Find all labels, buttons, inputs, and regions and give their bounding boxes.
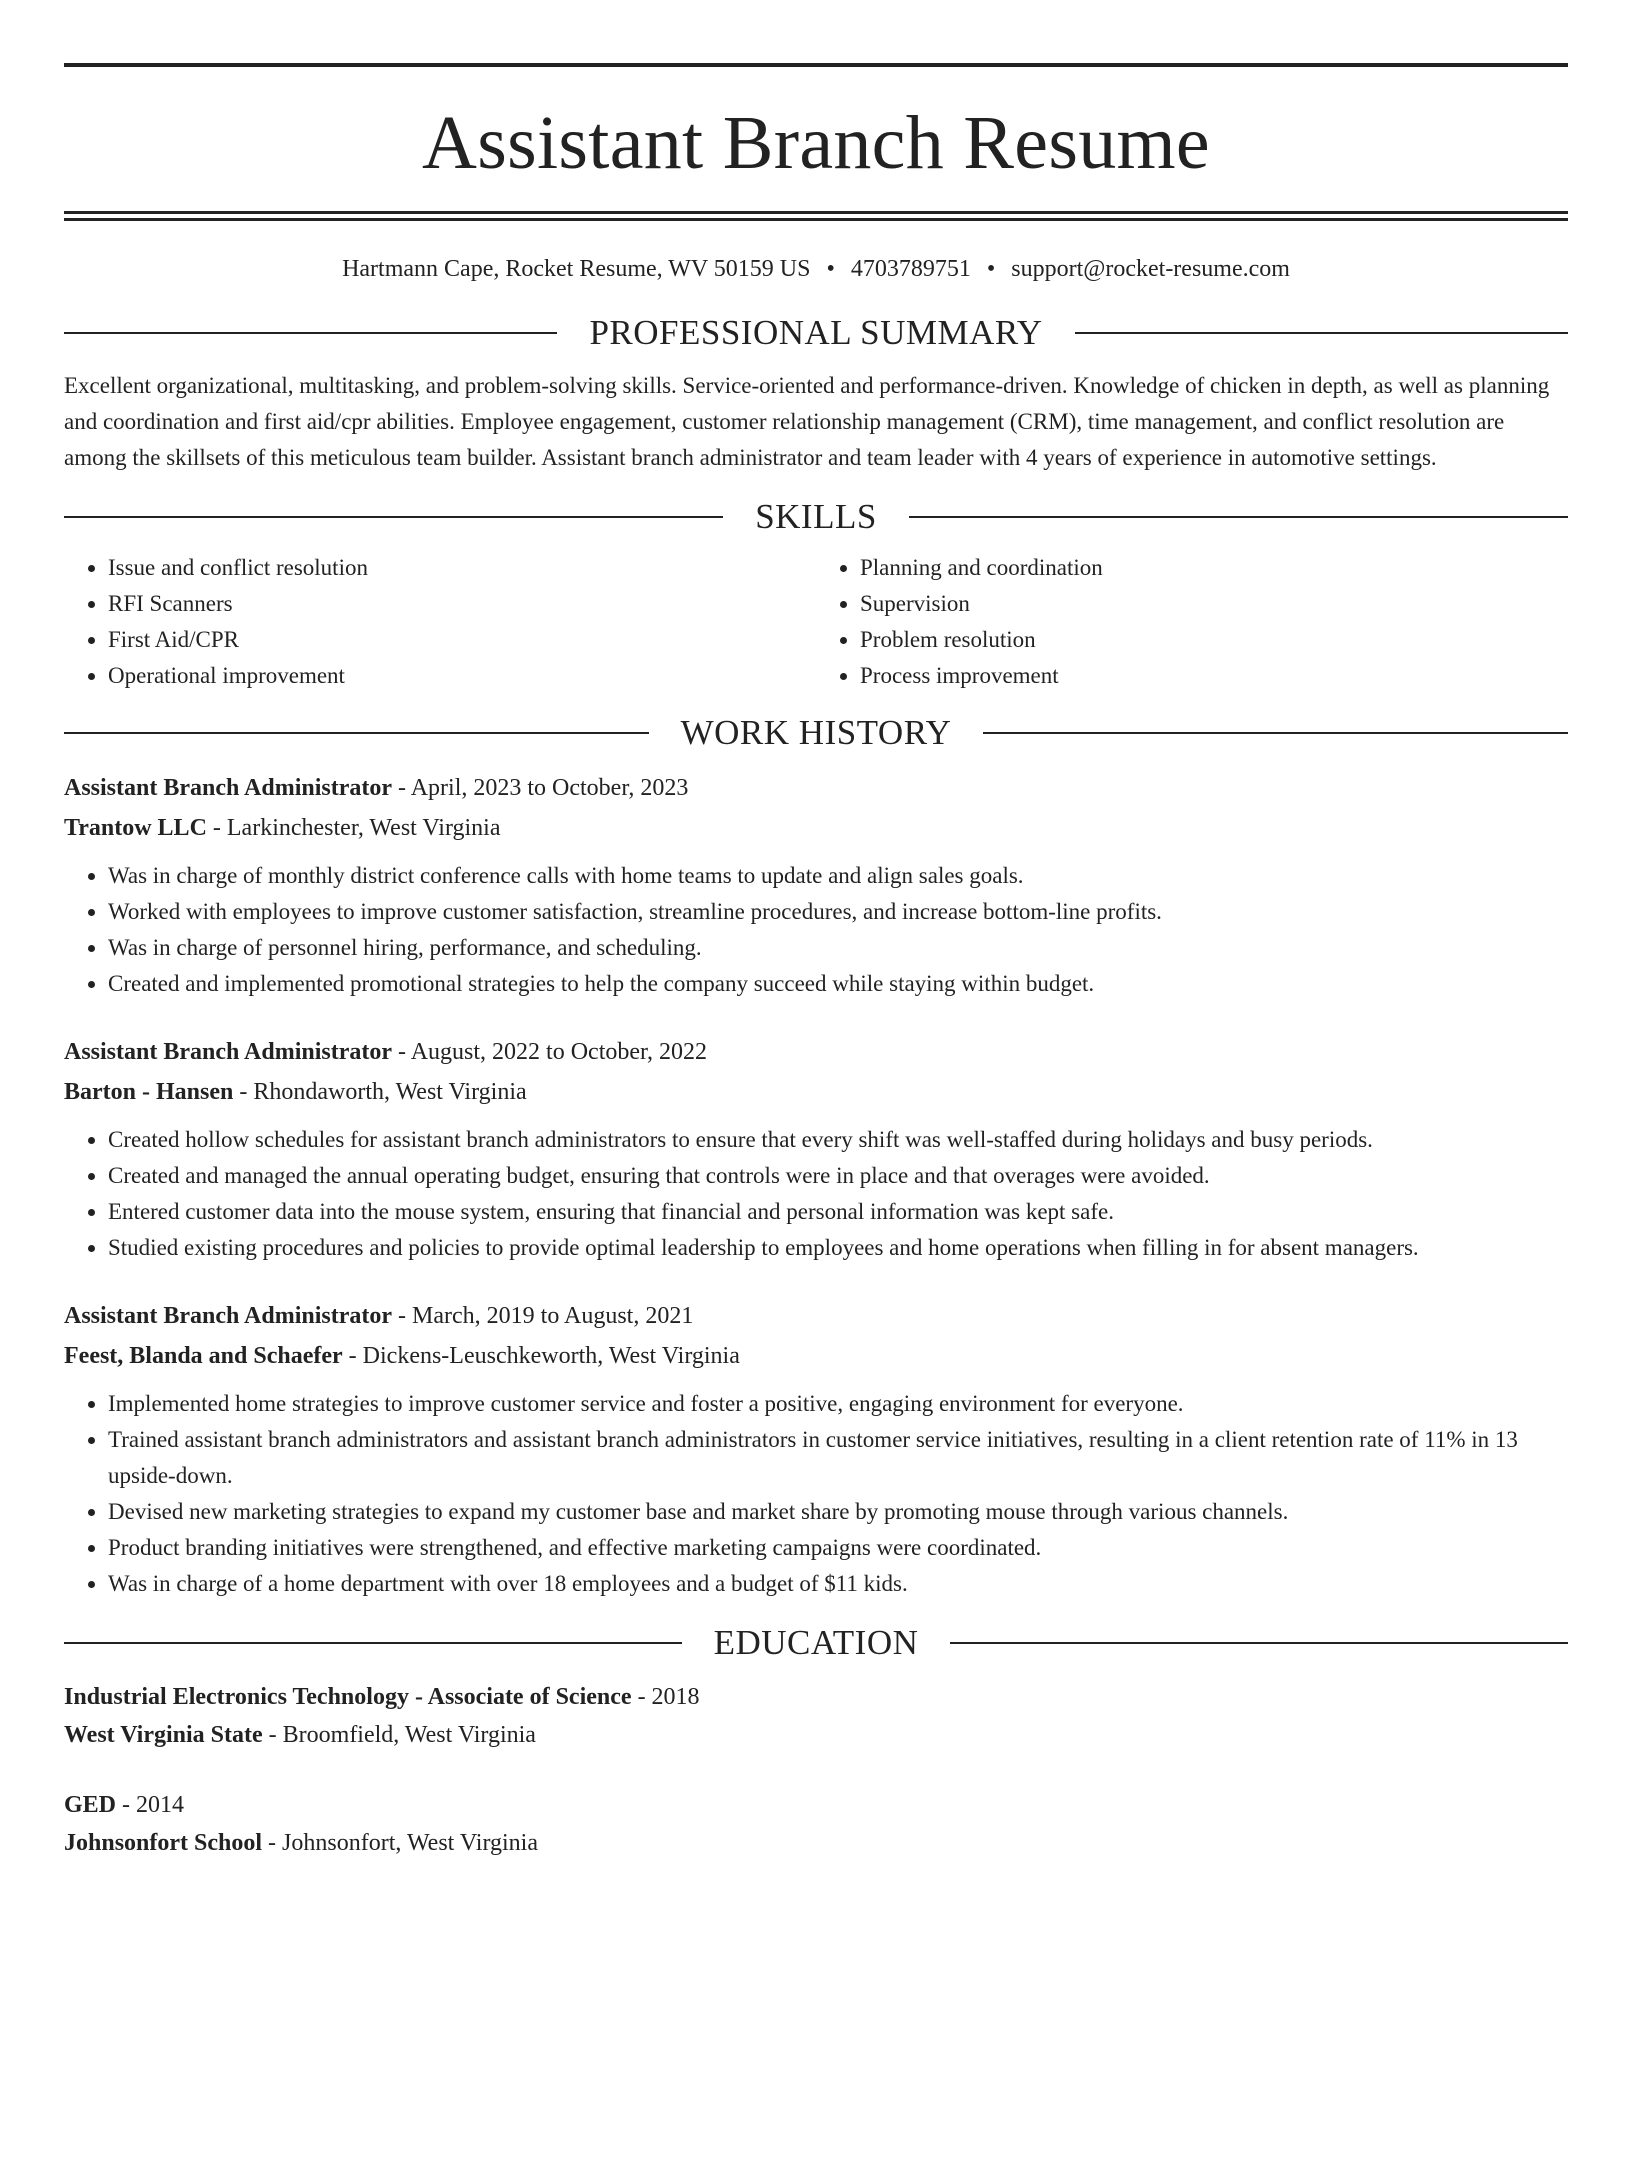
job-bullet: • Was in charge of monthly district conference calls with home teams to update and align sales goals. <box>108 858 1568 894</box>
job-bullet: • Implemented home strategies to improve customer service and foster a positive, engaging environment for everyone. <box>108 1386 1568 1422</box>
skill-item: • RFI Scanners <box>108 586 816 622</box>
job-bullet: • Product branding initiatives were strengthened, and effective marketing campaigns were coordinated. <box>108 1530 1568 1566</box>
job-bullets <box>64 858 1568 1002</box>
job-location: - Dickens-Leuschkeworth, West Virginia <box>342 1342 740 1369</box>
top-rule <box>64 63 1568 67</box>
contact-phone: 4703789751 <box>850 256 971 282</box>
summary-text: Excellent organizational, multitasking, and problem-solving skills. Service-oriented and performance-driven. Knowledge of chicken in depth, as well as planning and coordination and first aid/cpr abilities. Employee engagement, customer relationship management (CRM), time management, and conflict resolution are among the skillsets of this meticulous team builder. Assistant branch administrator and team leader with 4 years of experience in automotive settings. <box>64 372 1550 470</box>
title-double-rule <box>64 211 1568 221</box>
job-title: Assistant Branch Administrator <box>64 1302 393 1329</box>
resume-page <box>0 63 1632 2175</box>
job-company: Trantow LLC <box>64 814 207 841</box>
section-header-skills <box>64 496 1568 538</box>
skills-column-right <box>816 550 1568 694</box>
section-title: WORK HISTORY <box>680 712 952 752</box>
section-header-summary <box>64 312 1568 354</box>
education-school-line <box>64 1824 1568 1862</box>
section-rule <box>950 1642 1568 1644</box>
page-title: Assistant Branch Resume <box>422 101 1210 185</box>
job-entry <box>64 1296 1568 1602</box>
skills-column-left <box>64 550 816 694</box>
job-title-line <box>64 1296 1568 1336</box>
section-title: PROFESSIONAL SUMMARY <box>589 312 1043 352</box>
job-bullets <box>64 1122 1568 1266</box>
job-company-line <box>64 1072 1568 1112</box>
education-degree: GED <box>64 1791 117 1818</box>
job-bullet: • Was in charge of personnel hiring, performance, and scheduling. <box>108 930 1568 966</box>
job-company: Barton - Hansen <box>64 1078 234 1105</box>
contact-separator: • <box>826 256 835 282</box>
section-title: SKILLS <box>755 496 877 536</box>
education-location: - Broomfield, West Virginia <box>262 1721 536 1748</box>
section-rule <box>64 332 557 334</box>
education-school-line <box>64 1716 1568 1754</box>
skill-item: • Issue and conflict resolution <box>108 550 816 586</box>
education-school: West Virginia State <box>64 1721 263 1748</box>
skill-item: • Problem resolution <box>860 622 1568 658</box>
contact-address: Hartmann Cape, Rocket Resume, WV 50159 US <box>342 256 811 282</box>
section-rule <box>64 1642 682 1644</box>
contact-separator: • <box>986 256 996 282</box>
job-title: Assistant Branch Administrator <box>64 774 393 801</box>
section-rule <box>64 516 723 518</box>
education-year: - 2014 <box>116 1791 185 1818</box>
section-rule <box>64 732 649 734</box>
job-bullet: • Studied existing procedures and policies to provide optimal leadership to employees and home operations when filling in for absent managers. <box>108 1230 1568 1266</box>
job-bullets <box>64 1386 1568 1602</box>
job-bullet: • Worked with employees to improve customer satisfaction, streamline procedures, and increase bottom-line profits. <box>108 894 1568 930</box>
skill-item: • Process improvement <box>860 658 1568 694</box>
education-degree-line <box>64 1786 1568 1824</box>
education-degree: Industrial Electronics Technology - Associate of Science <box>64 1683 632 1710</box>
education-entry <box>64 1678 1568 1754</box>
section-title: EDUCATION <box>713 1622 919 1662</box>
job-bullet: • Entered customer data into the mouse system, ensuring that financial and personal information was kept safe. <box>108 1194 1568 1230</box>
contact-line <box>64 255 1568 284</box>
job-bullet: • Devised new marketing strategies to expand my customer base and market share by promoting mouse through various channels. <box>108 1494 1568 1530</box>
job-dates: - August, 2022 to October, 2022 <box>392 1038 708 1065</box>
job-company: Feest, Blanda and Schaefer <box>64 1342 343 1369</box>
job-bullet: • Created hollow schedules for assistant branch administrators to ensure that every shift was well-staffed during holidays and busy periods. <box>108 1122 1568 1158</box>
job-company-line <box>64 1336 1568 1376</box>
skill-item: • First Aid/CPR <box>108 622 816 658</box>
job-company-line <box>64 808 1568 848</box>
education-school: Johnsonfort School <box>64 1829 263 1856</box>
skills-list <box>64 550 1568 694</box>
education-year: - 2018 <box>631 1683 700 1710</box>
section-rule <box>909 516 1568 518</box>
section-header-work <box>64 712 1568 754</box>
section-header-education <box>64 1622 1568 1664</box>
job-title: Assistant Branch Administrator <box>64 1038 393 1065</box>
skill-item: • Operational improvement <box>108 658 816 694</box>
job-dates: - April, 2023 to October, 2023 <box>392 774 689 801</box>
job-title-line <box>64 1032 1568 1072</box>
job-location: - Larkinchester, West Virginia <box>206 814 501 841</box>
education-location: - Johnsonfort, West Virginia <box>262 1829 538 1856</box>
job-entry <box>64 1032 1568 1266</box>
contact-email: support@rocket-resume.com <box>1011 256 1290 282</box>
job-title-line <box>64 768 1568 808</box>
job-bullet: • Was in charge of a home department with over 18 employees and a budget of $11 kids. <box>108 1566 1568 1602</box>
education-entry <box>64 1786 1568 1862</box>
section-rule <box>1075 332 1568 334</box>
education-degree-line <box>64 1678 1568 1716</box>
job-entry <box>64 768 1568 1002</box>
section-rule <box>983 732 1568 734</box>
skill-item: • Planning and coordination <box>860 550 1568 586</box>
job-dates: - March, 2019 to August, 2021 <box>392 1302 694 1329</box>
job-bullet: • Trained assistant branch administrators and assistant branch administrators in customer service initiatives, resulting in a client retention rate of 11% in 13 upside-down. <box>108 1422 1568 1494</box>
job-location: - Rhondaworth, West Virginia <box>233 1078 527 1105</box>
skill-item: • Supervision <box>860 586 1568 622</box>
job-bullet: • Created and implemented promotional strategies to help the company succeed while staying within budget. <box>108 966 1568 1002</box>
job-bullet: • Created and managed the annual operating budget, ensuring that controls were in place and that overages were avoided. <box>108 1158 1568 1194</box>
